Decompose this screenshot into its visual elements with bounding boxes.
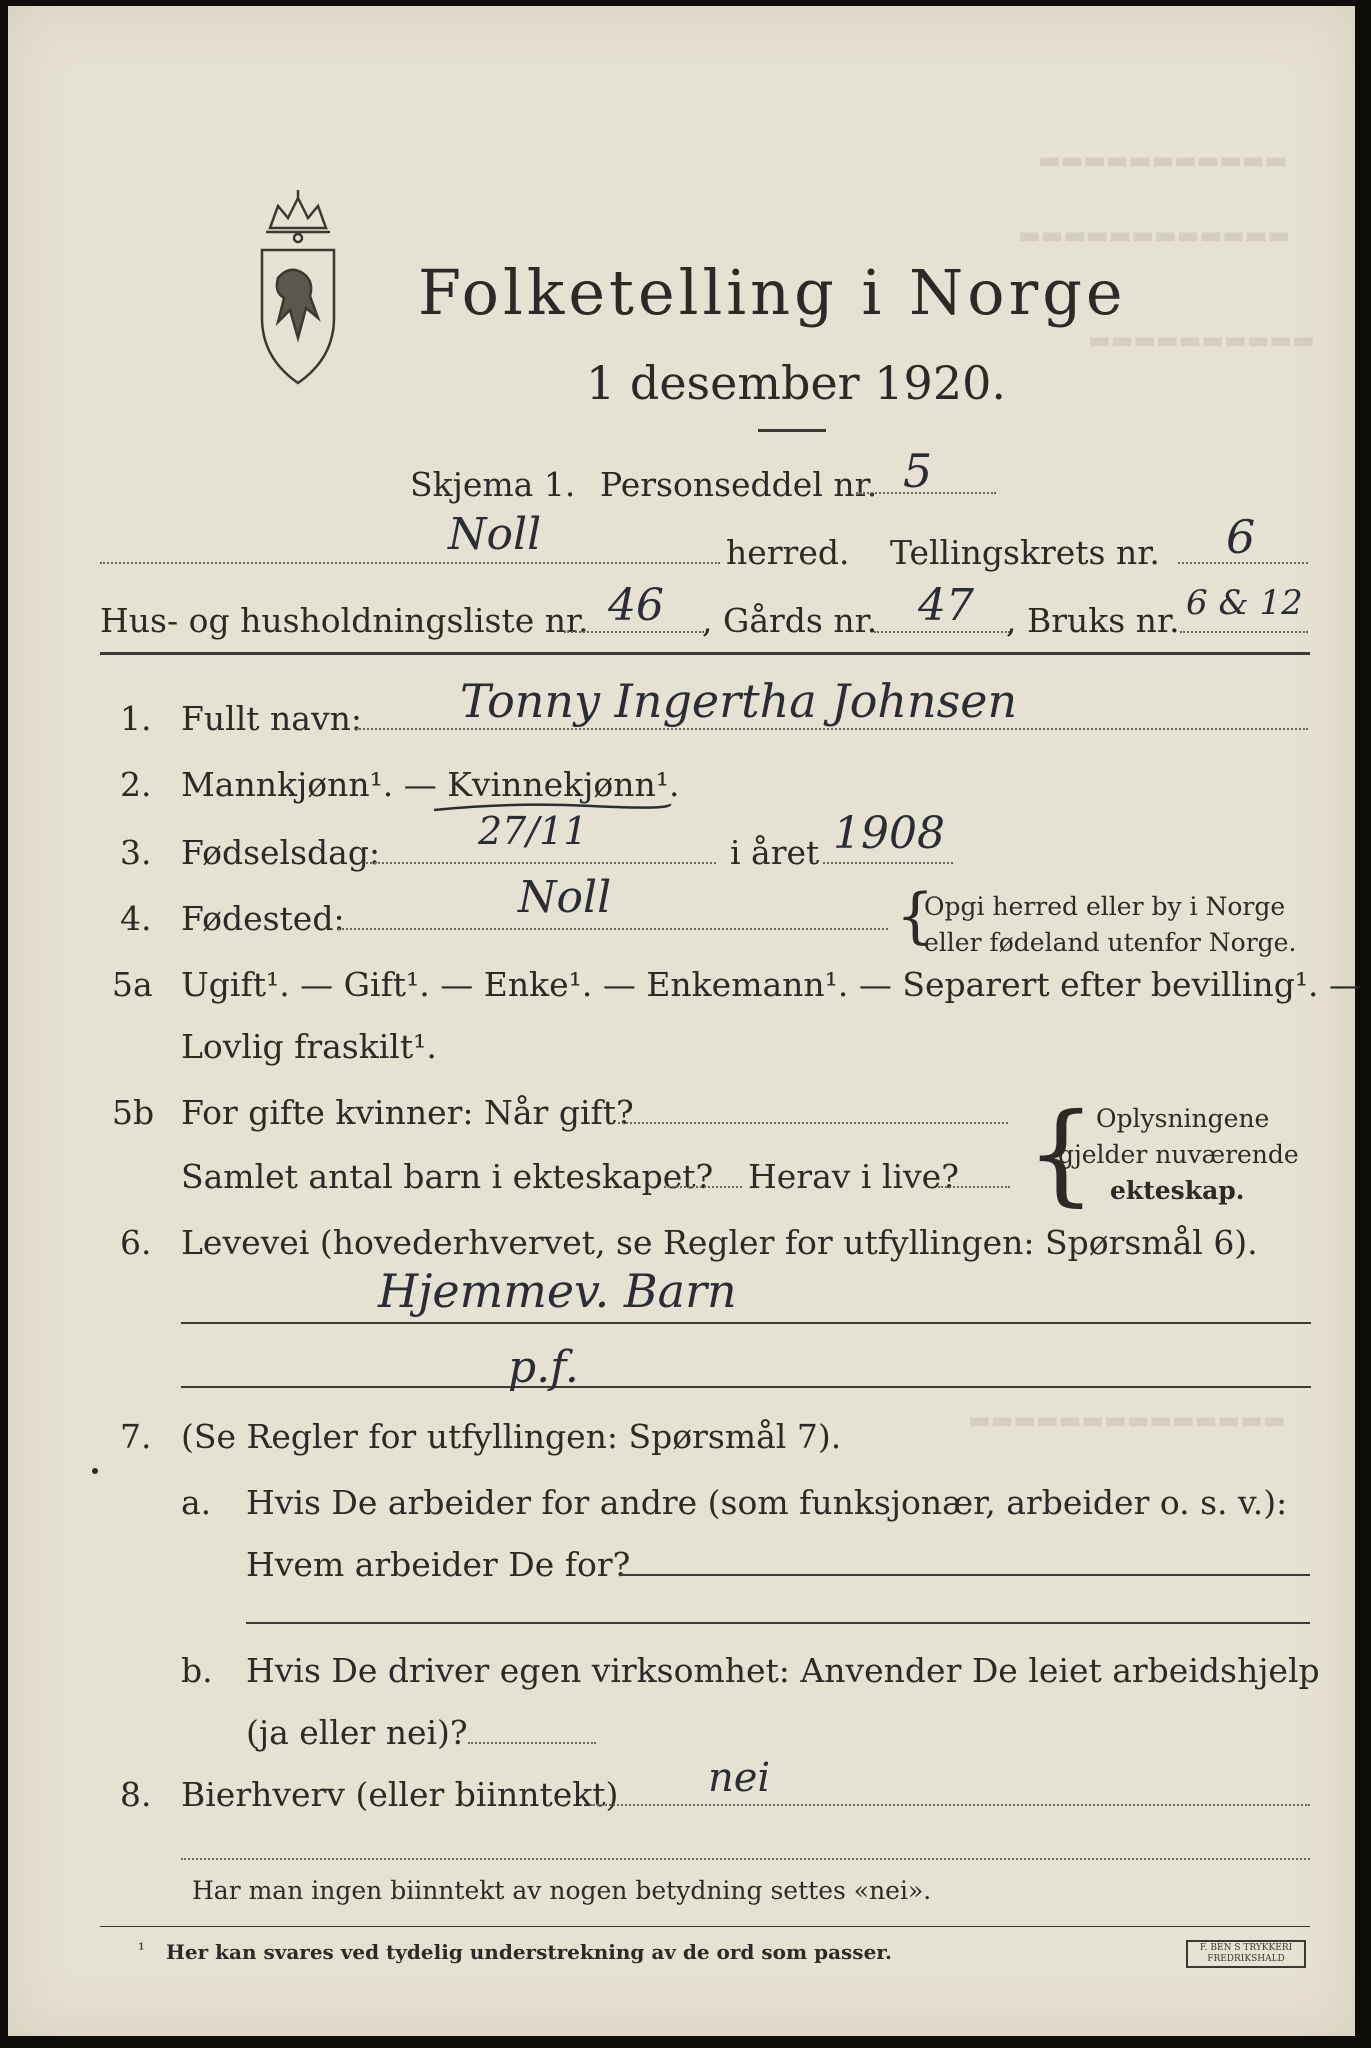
q4-number: 4. [120,899,152,938]
q7a-employer-line2[interactable] [246,1622,1310,1624]
q5b-note-line3: ekteskap. [1110,1176,1245,1205]
q3-date-line [366,862,716,864]
q5b-children-line [664,1186,742,1188]
header-separator [100,652,1310,655]
footer-separator [100,1926,1310,1927]
q5a-marital-options: Ugift¹. — Gift¹. — Enke¹. — Enkemann¹. — Separert efter bevilling¹. — [181,965,1363,1004]
personseddel-number[interactable]: 5 [903,444,933,498]
q5a-number: 5a [112,965,153,1004]
q6-occupation[interactable]: Hjemmev. Barn [378,1264,737,1318]
herred-value[interactable]: Noll [448,509,542,560]
q3-label: Fødselsdag: [181,833,381,872]
bruks-line [1180,631,1308,633]
form-title: Folketelling i Norge [418,256,1127,329]
q5b-married-when-label: For gifte kvinner: Når gift? [181,1093,634,1132]
q8-label: Bierhverv (eller biinntekt) [181,1775,619,1814]
husliste-line [564,631,704,633]
q7-number: 7. [120,1417,152,1456]
q2-sex-options: Mannkjønn¹. — Kvinnekjønn¹. [181,765,680,804]
q7a-employer-line[interactable] [620,1574,1310,1576]
q5b-note-line1: Oplysningene [1096,1104,1270,1133]
q6-line1 [181,1322,1311,1324]
herred-line [100,562,720,564]
q7b-letter: b. [181,1651,213,1690]
footnote-text: Her kan svares ved tydelig understrekning av de ord som passer. [166,1940,892,1964]
q5b-children-label: Samlet antal barn i ekteskapet? [181,1157,714,1196]
q7b-answer-label: (ja eller nei)? [246,1713,468,1752]
skjema-label: Skjema 1. [410,465,576,504]
q2-number: 2. [120,765,152,804]
footer-note: Har man ingen biinntekt av nogen betydning settes «nei». [192,1876,932,1905]
q7a-letter: a. [181,1483,212,1522]
q7-label: (Se Regler for utfyllingen: Spørsmål 7). [181,1417,842,1456]
q3-number: 3. [120,833,152,872]
q5b-note-line2: gjelder nuværende [1058,1140,1299,1169]
q8-side-income[interactable]: nei [708,1755,771,1801]
q6-line2 [181,1386,1311,1388]
q1-line [356,728,1308,730]
q5b-alive-line [938,1186,1010,1188]
personseddel-label: Personseddel nr. [600,465,878,504]
show-through: ▬▬▬▬▬▬▬▬▬▬ [1088,326,1315,354]
bruks-label: , Bruks nr. [1006,601,1180,640]
q8-line [590,1804,1310,1806]
q3-birth-year[interactable]: 1908 [833,808,945,859]
q4-label: Fødested: [181,899,345,938]
tellingskrets-number[interactable]: 6 [1226,510,1256,564]
q4-line [338,928,888,930]
q4-note-line1: Opgi herred eller by i Norge [924,892,1286,921]
q4-birthplace[interactable]: Noll [518,872,612,923]
gards-number[interactable]: 47 [918,580,974,631]
q1-full-name[interactable]: Tonny Ingertha Johnsen [460,674,1018,728]
show-through: ▬▬▬▬▬▬▬▬▬▬▬ [1038,146,1288,174]
q6-number: 6. [120,1223,152,1262]
q3-year-label: i året [730,833,820,872]
q6-label: Levevei (hovederhvervet, se Regler for utfyllingen: Spørsmål 6). [181,1223,1258,1262]
ink-dot [92,1468,98,1474]
q7b-answer-line[interactable] [468,1742,596,1744]
q7b-question: Hvis De driver egen virksomhet: Anvender De leiet arbeidshjelp [246,1651,1320,1690]
q4-brace: { [896,881,935,951]
gards-line [874,631,1010,633]
norwegian-coat-of-arms [248,188,348,388]
q5b-brace: { [1026,1089,1096,1217]
q5b-alive-label: Herav i live? [748,1157,959,1196]
census-date: 1 desember 1920. [586,356,1006,410]
q7a-question: Hvis De arbeider for andre (som funksjonær, arbeider o. s. v.): [246,1483,1288,1522]
herred-label: herred. [726,533,850,572]
bruks-number[interactable]: 6 & 12 [1186,583,1303,623]
q5b-married-line [618,1122,1008,1124]
census-form-page [8,6,1363,2036]
q1-number: 1. [120,699,152,738]
q1-label: Fullt navn: [181,699,362,738]
q6-annotation[interactable]: p.f. [508,1342,579,1393]
footnote-mark: ¹ [138,1940,145,1960]
printer-stamp: F. BEN S TRYKKERI FREDRIKSHALD [1186,1940,1306,1968]
q8-number: 8. [120,1775,152,1814]
husliste-label: Hus- og husholdningsliste nr. [100,601,589,640]
gards-label: , Gårds nr. [702,601,878,640]
q3-birth-date[interactable]: 27/11 [478,809,588,853]
show-through: ▬▬▬▬▬▬▬▬▬▬▬▬ [1018,221,1291,249]
show-through: ▬▬▬▬▬▬▬▬▬▬▬▬▬▬ [968,1406,1286,1434]
title-underline [758,429,826,432]
q8-line2 [181,1858,1310,1860]
q3-year-line [823,862,953,864]
tellingskrets-label: Tellingskrets nr. [890,533,1160,572]
q4-note-line2: eller fødeland utenfor Norge. [924,928,1297,957]
q5a-marital-options-cont: Lovlig fraskilt¹. [181,1027,437,1066]
q5b-number: 5b [112,1093,155,1132]
husliste-number[interactable]: 46 [608,580,664,631]
q7a-employer-label: Hvem arbeider De for? [246,1545,631,1584]
